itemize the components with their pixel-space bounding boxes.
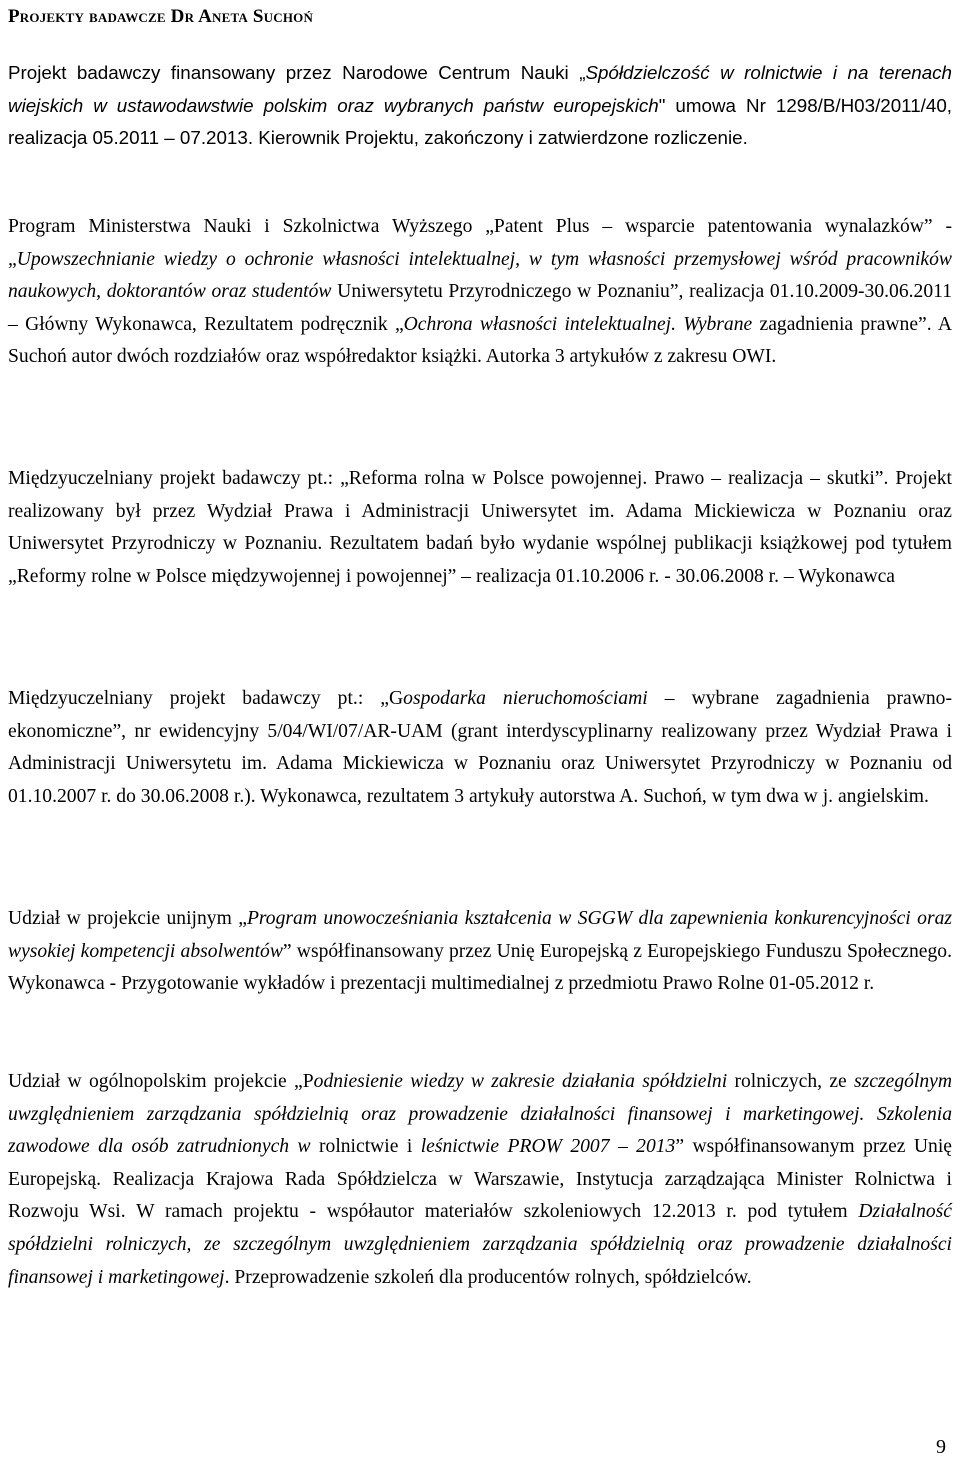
text-run: – wybrane zagadnienia prawno-ekonomiczne”, nr ewidencyjny 5/04/WI/07/AR-UAM (grant interdyscyplinarny realizowany przez Wydział Prawa i Administracji Uniwersytetu im. Adama Mickiewicza w Poznaniu oraz Uniwersytet Przyrodniczy w Poznaniu od 01.10.2007 r. do 30.06.2008 r.). Wykonawca, rezultatem 3 artykuły autorstwa A. Suchoń, w tym dwa w j. angielskim. (8, 688, 952, 807)
text-run: Program Ministerstwa Nauki i Szkolnictwa Wyższego „Patent Plus – wsparcie patentowania wynalazków” - „ (8, 216, 952, 270)
project-title: Program unowocześniania kształcenia w SGGW dla zapewnienia konkurencyjności oraz wysokiej kompetencji absolwentów (8, 908, 952, 962)
text-run: Projekt badawczy finansowany przez Narodowe Centrum Nauki „ (8, 62, 586, 83)
text-run: . Przeprowadzenie szkoleń dla producentów rolnych, spółdzielców. (224, 1266, 752, 1288)
section-heading: Projekty badawcze Dr Aneta Suchoń (8, 6, 314, 27)
paragraph-real-estate (8, 683, 952, 813)
text-run: Międzyuczelniany projekt badawczy pt.: „G (8, 688, 404, 709)
project-title: Upowszechnianie wiedzy o ochronie własności intelektualnej, w tym własności przemysłowej wśród pracowników naukowych, doktorantów oraz studentów (8, 248, 952, 303)
text-run: ” współfinansowany przez Unię Europejską z Europejskiego Funduszu Społecznego. Wykonawca - Przygotowanie wykładów i prezentacji multimedialnej z przedmiotu Prawo Rolne 01-05.2012 r. (8, 940, 952, 995)
paragraph-patent-plus (8, 211, 952, 374)
project-title: ospodarka nieruchomościami (403, 688, 648, 709)
materials-title: Działalność spółdzielni rolniczych, ze szczególnym uwzględnieniem zarządzania spółdzielnią oraz prowadzenie działalności finansowej i marketingowej (8, 1201, 952, 1288)
paragraph-land-reform (8, 463, 952, 593)
text-run: Udział w projekcie unijnym „ (8, 908, 247, 929)
text-run: rolnictwie i (310, 1136, 421, 1158)
text-run: Udział w ogólnopolskim projekcie „P (8, 1071, 314, 1092)
paragraph-eu-project (8, 903, 952, 1001)
text-run: " umowa Nr 1298/B/H03/2011/40, realizacja 05.2011 – 07.2013. Kierownik Projektu, zakończony i zatwierdzone rozliczenie. (8, 94, 952, 149)
text-run: rolniczych, ze (727, 1071, 855, 1092)
book-title: Ochrona własności intelektualnej. Wybrane (403, 313, 753, 335)
text-run: zagadnienia prawne”. A Suchoń autor dwóch rozdziałów oraz współredaktor książki. Autorka 3 artykułów z zakresu OWI. (8, 313, 952, 368)
project-title: odniesienie wiedzy w zakresie działania spółdzielni (313, 1071, 728, 1092)
text-run: ” współfinansowanym przez Unię Europejską. Realizacja Krajowa Rada Spółdzielcza w Warszawie, Instytucja zarządzająca Minister Rolnictwa i Rozwoju Wsi. W ramach projektu - współautor materiałów szkoleniowych 12.2013 r. pod tytułem (8, 1136, 952, 1223)
project-title: Spółdzielczość w rolnictwie i na terenach wiejskich w ustawodawstwie polskim oraz wybranych państw europejskich (8, 62, 952, 116)
program-name: leśnictwie PROW 2007 – 2013 (420, 1136, 676, 1158)
paragraph-national-project (8, 1066, 952, 1294)
page-number: 9 (936, 1436, 946, 1458)
document-page (8, 0, 952, 1460)
project-title-cont: szczególnym uwzględnieniem zarządzania spółdzielnią oraz prowadzenie działalności finansowej i marketingowej. Szkolenia zawodowe dla osób zatrudnionych w (8, 1071, 952, 1158)
text-run: Międzyuczelniany projekt badawczy pt.: „Reforma rolna w Polsce powojennej. Prawo – realizacja – skutki”. Projekt realizowany był przez Wydział Prawa i Administracji Uniwersytet im. Adama Mickiewicza w Poznaniu oraz Uniwersytet Przyrodniczy w Poznaniu. Rezultatem badań było wydanie wspólnej publikacji książkowej pod tytułem „Reformy rolne w Polsce międzywojennej i powojennej” – realizacja 01.10.2006 r. - 30.06.2008 r. – Wykonawca (8, 468, 952, 587)
paragraph-ncn-project (8, 57, 952, 155)
text-run: Uniwersytetu Przyrodniczego w Poznaniu”, realizacja 01.10.2009-30.06.2011 – Główny Wykonawca, Rezultatem podręcznik „ (8, 281, 952, 335)
